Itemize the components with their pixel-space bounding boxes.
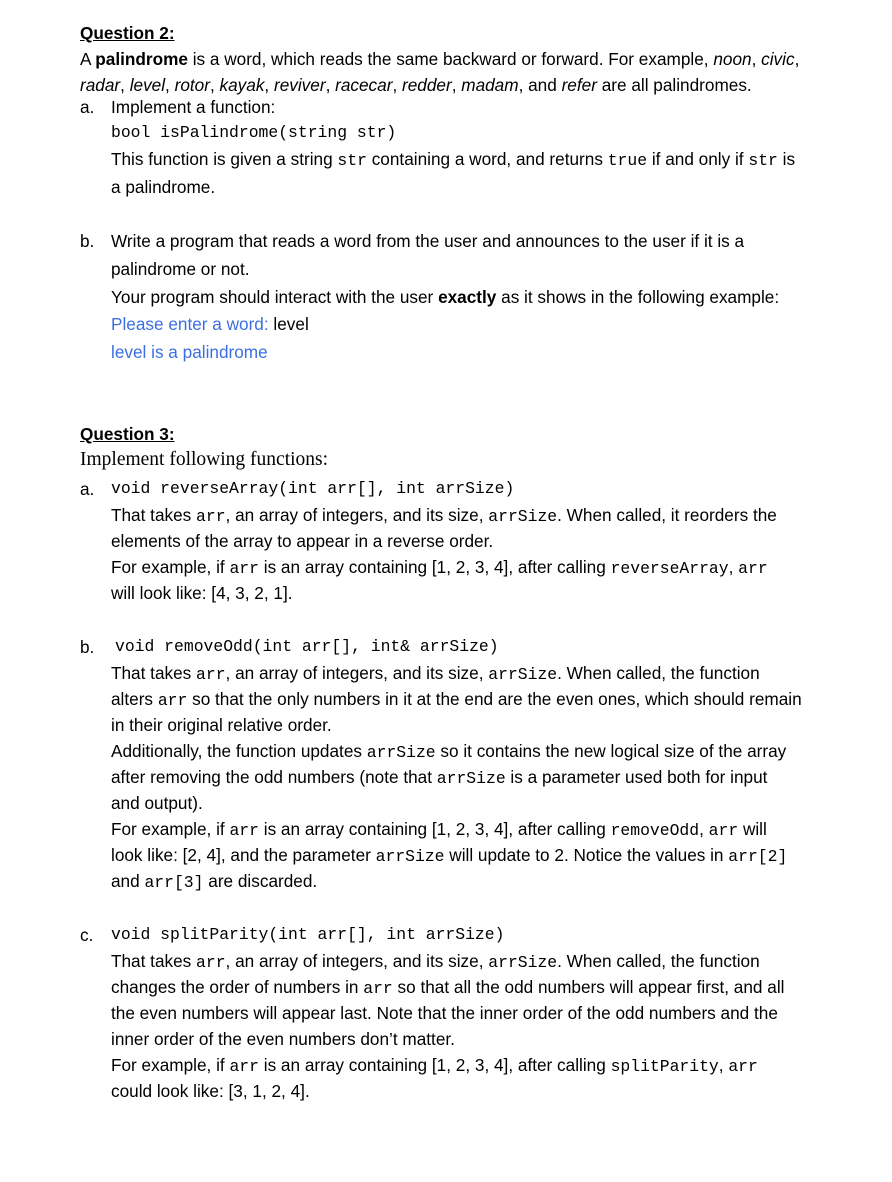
text: so it contains the new logical size of the array <box>435 741 787 761</box>
text: Write a program that reads a word from the user and announces to the user if it is a <box>111 231 745 251</box>
text: is a parameter used both for input <box>505 767 768 787</box>
text: is an array containing [1, 2, 3, 4], after calling <box>258 1055 611 1075</box>
list-marker: a. <box>80 97 95 117</box>
q3c-line-2 <box>111 974 784 1002</box>
code-arr: arr <box>738 559 768 578</box>
q3b-line-2 <box>111 686 802 714</box>
code-removeodd: removeOdd <box>610 821 700 840</box>
q3b-line-1 <box>111 660 760 688</box>
text: containing a word, and returns <box>366 149 608 169</box>
code-arr: arr <box>196 665 226 684</box>
user-input-text: level <box>273 314 309 334</box>
code-arr: arr <box>196 953 226 972</box>
text: will update to 2. Notice the values in <box>444 845 729 865</box>
text: , <box>751 49 762 69</box>
text: look like: [2, 4], and the parameter <box>111 845 376 865</box>
example-word: level <box>129 75 166 95</box>
text: , <box>451 75 462 95</box>
question-3-heading: Question 3: <box>80 424 175 444</box>
text: Additionally, the function updates <box>111 741 367 761</box>
code-arrsize: arrSize <box>375 847 445 866</box>
text: as it shows in the following example: <box>496 287 780 307</box>
code-arr: arr <box>229 821 259 840</box>
q2b-line-2: palindrome or not. <box>111 259 250 279</box>
text: , <box>165 75 175 95</box>
text: are discarded. <box>203 871 318 891</box>
example-word: noon <box>713 49 752 69</box>
example-word: rotor <box>174 75 210 95</box>
code-splitparity: splitParity <box>610 1057 719 1076</box>
list-marker: a. <box>80 479 95 499</box>
q2-intro-line-1 <box>80 46 799 72</box>
text: That takes <box>111 505 197 525</box>
q3c-line-3: the even numbers will appear last. Note that the inner order of the odd numbers and the <box>111 1003 778 1023</box>
q3a-line-4: will look like: [4, 3, 2, 1]. <box>111 583 293 603</box>
text: . When called, it reorders the <box>557 505 777 525</box>
example-interaction-prompt <box>111 311 309 337</box>
text: is an array containing [1, 2, 3, 4], after calling <box>258 819 611 839</box>
text: , an array of integers, and its size, <box>225 951 489 971</box>
example-word: racecar <box>335 75 393 95</box>
code-arr: arr <box>196 507 226 526</box>
text: That takes <box>111 951 197 971</box>
q3c-line-4: inner order of the even numbers don’t matter. <box>111 1029 455 1049</box>
list-marker: b. <box>80 231 95 251</box>
text: and <box>111 871 145 891</box>
example-word: civic <box>761 49 795 69</box>
q3a-line-3 <box>111 554 768 582</box>
text: , <box>699 819 709 839</box>
code-arr-3: arr[3] <box>144 873 204 892</box>
text: , <box>392 75 402 95</box>
q3a-line-2: elements of the array to appear in a reverse order. <box>111 531 494 551</box>
q3b-line-7 <box>111 816 767 844</box>
text: will <box>738 819 767 839</box>
exactly-bold: exactly <box>438 287 497 307</box>
text: after removing the odd numbers (note that <box>111 767 437 787</box>
text: changes the order of numbers in <box>111 977 364 997</box>
prompt-text: Please enter a word: <box>111 314 274 334</box>
palindrome-term: palindrome <box>95 49 188 69</box>
q3c-line-6: could look like: [3, 1, 2, 4]. <box>111 1081 310 1101</box>
code-arr: arr <box>229 1057 259 1076</box>
text: That takes <box>111 663 197 683</box>
code-arr: arr <box>728 1057 758 1076</box>
text: , <box>209 75 220 95</box>
q3b-line-4 <box>111 738 786 766</box>
example-word: radar <box>80 75 121 95</box>
q3b-line-3: in their original relative order. <box>111 715 332 735</box>
text: are all palindromes. <box>596 75 752 95</box>
list-marker: c. <box>80 925 94 945</box>
text: For example, if <box>111 819 230 839</box>
is-palindrome-signature: bool isPalindrome(string str) <box>111 123 397 142</box>
example-interaction-output: level is a palindrome <box>111 342 268 362</box>
code-true: true <box>607 151 648 170</box>
text: . When called, the function <box>557 663 760 683</box>
text: , <box>325 75 336 95</box>
text: , an array of integers, and its size, <box>225 663 489 683</box>
text: is an array containing [1, 2, 3, 4], after calling <box>258 557 611 577</box>
code-arr-2: arr[2] <box>728 847 788 866</box>
q3c-line-1 <box>111 948 760 976</box>
example-word: kayak <box>219 75 265 95</box>
code-arr: arr <box>229 559 259 578</box>
q3b-line-5 <box>111 764 767 792</box>
example-word: madam <box>461 75 519 95</box>
code-arrsize: arrSize <box>436 769 506 788</box>
example-word: redder <box>402 75 452 95</box>
q3b-line-8 <box>111 842 787 870</box>
text: For example, if <box>111 1055 230 1075</box>
example-word: reviver <box>273 75 326 95</box>
code-arrsize: arrSize <box>488 953 558 972</box>
code-arrsize: arrSize <box>488 665 558 684</box>
q2b-line-3 <box>111 284 779 310</box>
code-reversearray: reverseArray <box>610 559 729 578</box>
list-marker: b. <box>80 637 95 657</box>
part-title: Implement a function: <box>111 97 276 117</box>
q3b-line-6: and output). <box>111 793 203 813</box>
code-str: str <box>337 151 367 170</box>
q3b-line-9 <box>111 868 317 896</box>
text: if and only if <box>647 149 749 169</box>
q2a-description-line-1 <box>111 146 795 174</box>
text: , and <box>518 75 562 95</box>
text: Your program should interact with the user <box>111 287 439 307</box>
text: , <box>264 75 274 95</box>
code-arr: arr <box>157 691 188 710</box>
q2a-description-line-2: a palindrome. <box>111 177 216 197</box>
remove-odd-signature: void removeOdd(int arr[], int& arrSize) <box>115 637 499 656</box>
text: , <box>718 1055 729 1075</box>
text: , <box>794 49 800 69</box>
question-2-heading: Question 2: <box>80 23 175 43</box>
text: is a word, which reads the same backward or forward. For example, <box>187 49 714 69</box>
code-str: str <box>748 151 778 170</box>
q3a-line-1 <box>111 502 777 530</box>
example-word: refer <box>561 75 597 95</box>
code-arr: arr <box>708 821 739 840</box>
q3c-line-5 <box>111 1052 758 1080</box>
text: , an array of integers, and its size, <box>225 505 489 525</box>
text: , <box>728 557 739 577</box>
text: A <box>80 49 96 69</box>
reverse-array-signature: void reverseArray(int arr[], int arrSize) <box>111 479 515 498</box>
split-parity-signature: void splitParity(int arr[], int arrSize) <box>111 925 505 944</box>
q3-intro: Implement following functions: <box>80 449 329 470</box>
text: . When called, the function <box>557 951 760 971</box>
text: so that all the odd numbers will appear first, and all <box>392 977 785 997</box>
text: alters <box>111 689 158 709</box>
text: so that the only numbers in it at the end are the even ones, which should remain <box>187 689 802 709</box>
code-arrsize: arrSize <box>366 743 436 762</box>
text: For example, if <box>111 557 230 577</box>
code-arrsize: arrSize <box>488 507 558 526</box>
code-arr: arr <box>363 979 393 998</box>
text: , <box>120 75 130 95</box>
text: is <box>777 149 796 169</box>
text: This function is given a string <box>111 149 338 169</box>
